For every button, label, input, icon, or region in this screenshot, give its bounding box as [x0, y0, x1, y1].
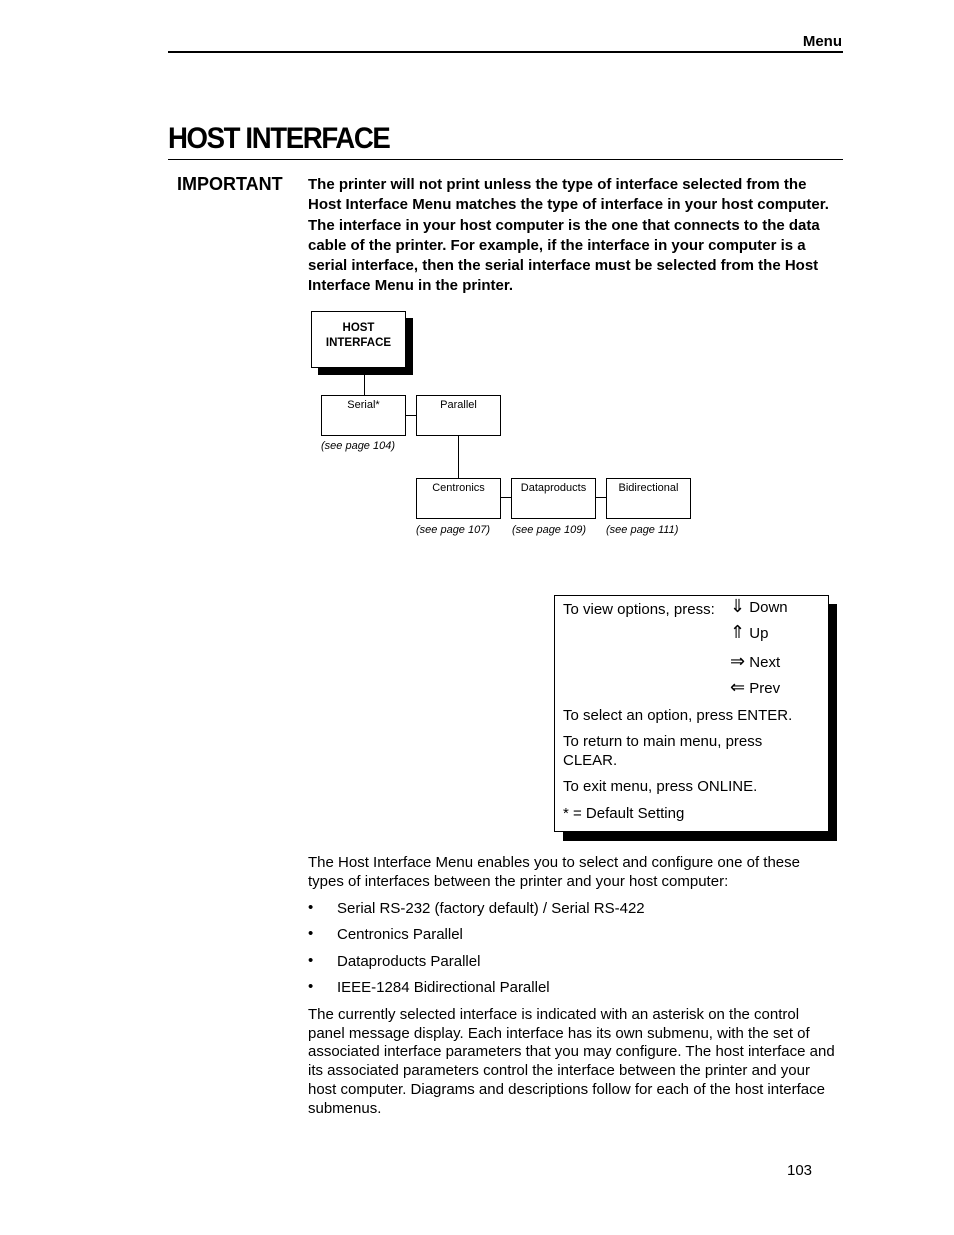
header-rule — [168, 51, 843, 53]
serial-page-ref: (see page 104) — [321, 440, 395, 452]
connector-centronics-dataproducts — [501, 497, 511, 498]
closing-paragraph: The currently selected interface is indicated with an asterisk on the control panel message display. Each interface has its own submenu, with the set of associated interface parameters that you may configure. The host interface and its associated parameters control the interface between the printer and your host computer. Diagrams and descriptions follow for each of the host interface submenus. — [308, 1006, 835, 1117]
bidirectional-node: Bidirectional — [606, 478, 691, 519]
panel-shadow-right — [829, 604, 837, 841]
connector-root-serial — [364, 375, 365, 395]
bullet-icon: • — [308, 952, 314, 969]
up-arrow-icon: ⇑ — [730, 622, 746, 642]
view-options-label: To view options, press: — [563, 601, 715, 618]
right-arrow-icon: ⇒ — [730, 651, 746, 671]
bullet-centronics: Centronics Parallel — [337, 926, 463, 943]
select-instruction: To select an option, press ENTER. — [563, 707, 793, 724]
bullet-icon: • — [308, 978, 314, 995]
return-instruction-line2: CLEAR. — [563, 752, 618, 769]
connector-serial-parallel — [406, 415, 416, 416]
return-instruction-line1: To return to main menu, press — [563, 733, 763, 750]
bullet-dataproducts: Dataproducts Parallel — [337, 953, 481, 970]
connector-parallel-centronics — [458, 436, 459, 478]
panel-shadow-bottom — [563, 832, 837, 841]
default-setting-note: * = Default Setting — [563, 805, 685, 822]
important-label: IMPORTANT — [177, 174, 283, 194]
centronics-node: Centronics — [416, 478, 501, 519]
down-key-label: Down — [749, 599, 788, 616]
page-number: 103 — [787, 1162, 813, 1179]
connector-dataproducts-bidirectional — [596, 497, 606, 498]
bullet-ieee1284: IEEE-1284 Bidirectional Parallel — [337, 979, 550, 996]
title-rule — [168, 159, 843, 160]
left-arrow-icon: ⇐ — [730, 677, 746, 697]
page-title: HOST INTERFACE — [168, 122, 390, 155]
dataproducts-node: Dataproducts — [511, 478, 596, 519]
next-key-label: Next — [749, 654, 781, 671]
intro-paragraph: The Host Interface Menu enables you to select and configure one of these types of interfaces between the printer and your host computer: — [308, 854, 800, 890]
root-label-line1: HOST — [342, 322, 375, 334]
bullet-icon: • — [308, 899, 314, 916]
prev-key-label: Prev — [749, 680, 781, 697]
bidirectional-page-ref: (see page 111) — [606, 524, 679, 536]
running-header: Menu — [802, 33, 842, 50]
dataproducts-page-ref: (see page 109) — [512, 524, 586, 536]
parallel-node: Parallel — [416, 395, 501, 436]
important-text: The printer will not print unless the type of interface selected from the Host Interface Menu matches the type of interface in your host computer. The interface in your host computer is the one that connects to the data cable of the printer. For example, if the interface in your computer is a serial interface, then the serial interface must be selected from the Host Interface Menu in the printer. — [308, 176, 829, 295]
centronics-page-ref: (see page 107) — [416, 524, 490, 536]
host-interface-node — [311, 311, 406, 368]
down-arrow-icon: ⇓ — [730, 596, 746, 616]
navigation-help-panel — [554, 595, 829, 832]
root-label-line2: INTERFACE — [325, 337, 392, 349]
bullet-icon: • — [308, 925, 314, 942]
serial-node: Serial* — [321, 395, 406, 436]
bullet-serial: Serial RS-232 (factory default) / Serial RS-422 — [337, 900, 645, 917]
up-key-label: Up — [749, 625, 769, 642]
exit-instruction: To exit menu, press ONLINE. — [563, 778, 758, 795]
